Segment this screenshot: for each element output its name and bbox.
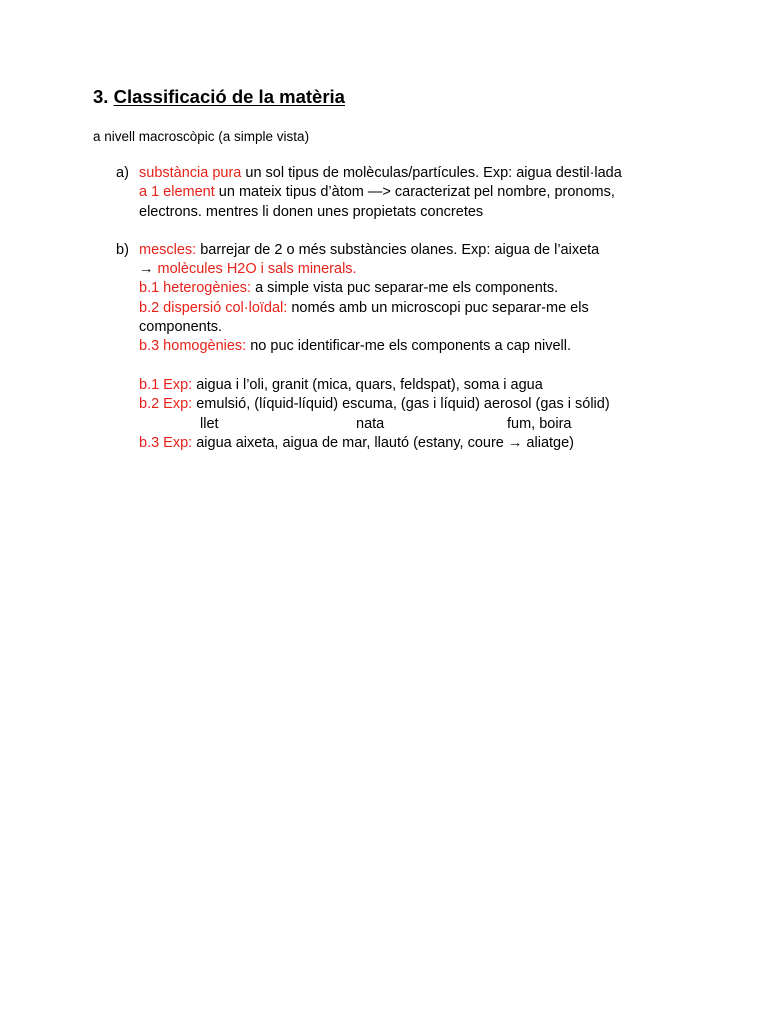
example-b3-label: b.3 Exp: xyxy=(139,435,193,451)
item-b-marker: b) xyxy=(116,242,129,258)
item-b1-text: a simple vista puc separar-me els components. xyxy=(251,280,559,296)
example-b1-label: b.1 Exp: xyxy=(139,377,193,393)
term-1-element: a 1 element xyxy=(139,184,215,200)
example-b1-text: aigua i l’oli, granit (mica, quars, feldspat), soma i agua xyxy=(192,377,543,393)
term-homogenies: b.3 homogènies: xyxy=(139,338,247,354)
item-b2-continuation: components. xyxy=(139,319,223,335)
example-b2-label: b.2 Exp: xyxy=(139,396,193,412)
item-b-line-1-text: barrejar de 2 o més substàncies olanes. Exp: aigua de l’aixeta xyxy=(196,242,600,258)
item-b-line-1 xyxy=(139,241,599,260)
section-number: 3. xyxy=(93,86,109,107)
section-title: Classificació de la matèria xyxy=(113,86,345,107)
item-b3-line xyxy=(139,337,571,356)
example-b2-line xyxy=(139,395,610,414)
item-a-line-2 xyxy=(139,183,615,202)
section-subtitle: a nivell macroscòpic (a simple vista) xyxy=(93,129,310,144)
item-b2-text: només amb un microscopi puc separar-me els xyxy=(287,300,589,316)
example-b2-under-nata: nata xyxy=(356,416,385,432)
term-heterogenies: b.1 heterogènies: xyxy=(139,280,252,296)
item-b2-line xyxy=(139,299,589,318)
item-b-line-2 xyxy=(139,260,357,279)
term-mescles: mescles: xyxy=(139,242,197,258)
item-a-line-1-text: un sol tipus de molèculas/partícules. Exp: aigua destil·lada xyxy=(241,165,622,181)
item-a-marker: a) xyxy=(116,165,129,181)
example-b3-line xyxy=(139,434,574,453)
item-a-line-3: electrons. mentres li donen unes propietats concretes xyxy=(139,204,484,220)
example-b3-text: aigua aixeta, aigua de mar, llautó (estany, coure → aliatge) xyxy=(192,435,574,451)
term-substancia-pura: substància pura xyxy=(139,165,242,181)
example-b2-text: emulsió, (líquid-líquid) escuma, (gas i líquid) aerosol (gas i sólid) xyxy=(192,396,610,412)
item-b1-line xyxy=(139,279,558,298)
example-b2-under-fum-boira: fum, boira xyxy=(507,416,572,432)
example-b2-under-llet: llet xyxy=(200,416,219,432)
term-dispersio-colloidal: b.2 dispersió col·loïdal: xyxy=(139,300,288,316)
item-b3-text: no puc identificar-me els components a cap nivell. xyxy=(246,338,572,354)
item-a-line-1 xyxy=(139,164,622,183)
item-a-line-2-text: un mateix tipus d’àtom —> caracterizat pel nombre, pronoms, xyxy=(214,184,615,200)
example-b1-line xyxy=(139,376,543,395)
section-heading xyxy=(93,86,345,108)
term-molecules: molècules H2O i sals minerals. xyxy=(157,261,357,277)
arrow-glyph: → xyxy=(139,261,158,277)
